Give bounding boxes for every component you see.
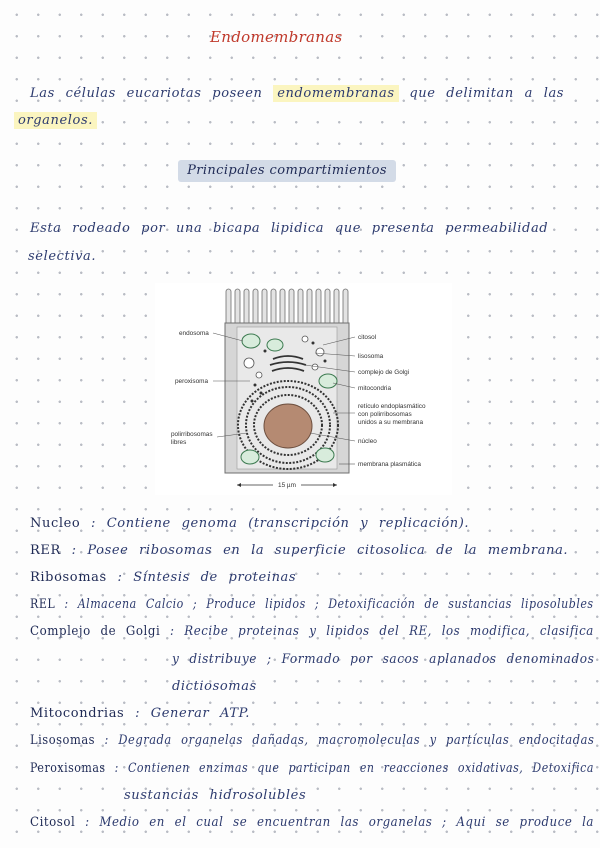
label-lisosoma: lisosoma xyxy=(358,353,384,360)
label-reticulo-2: con polirribosomas xyxy=(358,411,412,418)
label-reticulo-3: unidos a su membrana xyxy=(358,419,424,426)
entry-term: Mitocondrias xyxy=(30,706,125,721)
note-line-1: Esta rodeado por una bicapa lipidica que presenta permeabilidad xyxy=(30,221,549,236)
entry-term: RER xyxy=(30,543,61,558)
entry-term: Peroxisomas xyxy=(30,761,106,776)
entry-text: Almacena Calcio ; Produce lipidos ; Detoxificación de sustancias liposolubles xyxy=(77,597,594,612)
intro-text-post: que delimitan a las xyxy=(409,86,565,101)
intro-line-1 xyxy=(30,86,564,101)
entry-rel: REL : Almacena Calcio ; Produce lipidos ; Detoxificación de sustancias liposolubles xyxy=(30,597,594,612)
label-endosoma: endosoma xyxy=(179,330,209,337)
entry-text: Síntesis de proteinas xyxy=(133,570,297,585)
label-reticulo: retículo endoplasmático xyxy=(358,403,426,410)
intro-line-2 xyxy=(14,113,97,128)
label-membrana: membrana plasmática xyxy=(358,461,421,468)
entry-golgi-cont-1: y distribuye ; Formado por sacos aplanados denominados xyxy=(172,652,595,667)
label-citosol: citosol xyxy=(358,334,377,341)
scale-label: 15 µm xyxy=(278,482,296,489)
intro-highlight: endomembranas xyxy=(273,85,398,102)
entry-text: Contiene genoma (transcripción y replicación). xyxy=(106,516,470,531)
entry-text: Generar ATP. xyxy=(150,706,251,721)
label-mitocondria: mitocondria xyxy=(358,385,392,392)
entry-term: Ribosomas xyxy=(30,570,107,585)
entry-mitocondrias: Mitocondrias : Generar ATP. xyxy=(30,706,251,721)
label-golgi: complejo de Golgi xyxy=(358,369,410,376)
entry-text: Contienen enzimas que participan en reacciones oxidativas, Detoxifica xyxy=(127,761,594,776)
entry-term: Citosol xyxy=(30,815,76,830)
label-peroxisoma: peroxisoma xyxy=(175,378,209,385)
entry-peroxisomas-cont: sustancias hidrosolubles xyxy=(124,788,307,803)
entry-peroxisomas: Peroxisomas : Contienen enzimas que participan en reacciones oxidativas, Detoxifica xyxy=(30,761,594,776)
label-polirribosomas: polirribosomas xyxy=(171,431,213,438)
cell-diagram xyxy=(155,283,452,495)
note-line-2: selectiva. xyxy=(28,249,97,264)
entry-term: Complejo de Golgi xyxy=(30,624,161,639)
entry-term: Lisosomas xyxy=(30,733,96,748)
entry-term: REL xyxy=(30,597,56,612)
entry-term: Nucleo xyxy=(30,516,81,531)
entry-golgi: Complejo de Golgi : Recibe proteinas y lipidos del RE, los modifica, clasifica xyxy=(30,624,594,639)
entry-text: Posee ribosomas en la superficie citosolica de la membrana. xyxy=(87,543,569,558)
entry-text: Recibe proteinas y lipidos del RE, los modifica, clasifica xyxy=(184,624,594,639)
intro-text-pre: Las células eucariotas poseen xyxy=(30,86,263,101)
entry-text: Degrada organelas dañadas, macromoleculas y partículas endocitadas xyxy=(118,733,595,748)
entry-ribosomas: Ribosomas : Síntesis de proteinas xyxy=(30,570,297,585)
entry-reb: RER : Posee ribosomas en la superficie citosolica de la membrana. xyxy=(30,543,569,558)
label-libres: libres xyxy=(171,439,187,446)
label-nucleo: núcleo xyxy=(358,438,377,445)
entry-golgi-cont-2: dictiosomas xyxy=(172,679,257,694)
entry-lisosomas: Lisosomas : Degrada organelas dañadas, macromoleculas y partículas endocitadas xyxy=(30,733,595,748)
entry-text: Medio en el cual se encuentran las organelas ; Aqui se produce la xyxy=(99,815,594,830)
section-heading: Principales compartimientos xyxy=(178,160,396,182)
intro-highlight-2: organelos. xyxy=(14,112,97,129)
page-title: Endomembranas xyxy=(210,28,343,46)
entry-citosol: Citosol : Medio en el cual se encuentran las organelas ; Aqui se produce la xyxy=(30,815,594,830)
entry-nucleo: Nucleo : Contiene genoma (transcripción y replicación). xyxy=(30,516,470,531)
